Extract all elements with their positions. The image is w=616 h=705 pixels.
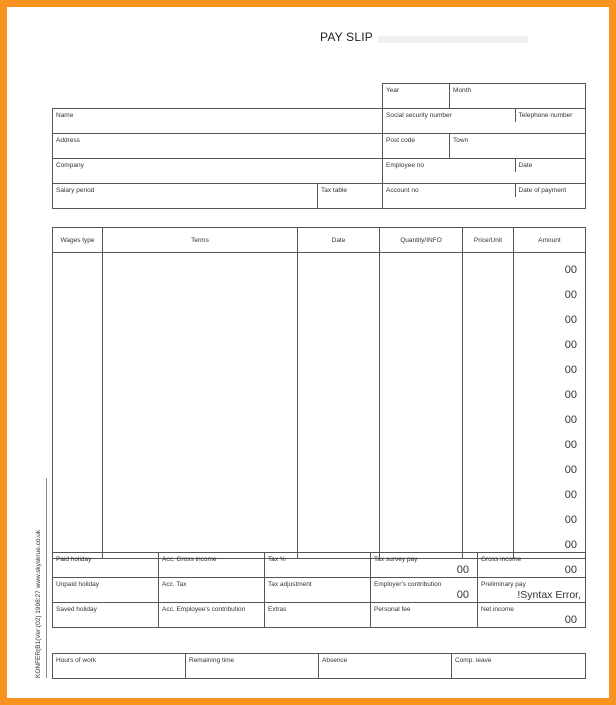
employee-no-field[interactable]: Employee no [383,159,515,172]
side-print-code: KONFER(B1(Ver:(02) 1998:27 www.skyskrue.co.uk [35,529,42,678]
amount-value: 00 [564,264,577,276]
company-field[interactable]: Company [53,159,383,184]
amount-value: 00 [564,489,577,501]
amount-value: 00 [564,514,577,526]
preliminary-pay-label: Preliminary pay [481,581,526,588]
tax-survey-pay-field[interactable] [371,553,478,578]
amount-value: 00 [564,414,577,426]
gross-income-value: 00 [564,564,577,576]
side-divider [46,478,47,678]
employee-info-grid [52,83,586,209]
employers-contribution-value: 00 [456,589,469,601]
gross-income-field[interactable] [478,553,586,578]
quantity-column[interactable] [380,253,463,559]
saved-holiday-field[interactable]: Saved holiday [53,603,159,628]
tax-pct-field[interactable]: Tax % [265,553,371,578]
post-code-field[interactable]: Post code [383,134,450,159]
tax-survey-pay-value: 00 [456,564,469,576]
paid-holiday-field[interactable]: Paid holiday [53,553,159,578]
personal-fee-field[interactable]: Personal fee [371,603,478,628]
social-security-field[interactable]: Social security number [383,109,515,122]
acc-payment-container [383,184,586,209]
name-field[interactable]: Name [53,109,383,134]
comp-leave-field[interactable]: Comp. leave [452,654,586,679]
town-field[interactable]: Town [450,134,586,159]
price-column[interactable] [463,253,514,559]
acc-employees-contribution-field[interactable]: Acc. Employee's contribution [159,603,265,628]
title-underline [378,36,528,43]
amount-header: Amount [514,228,586,253]
amount-value: 00 [564,439,577,451]
amount-value: 00 [564,289,577,301]
date-header: Date [298,228,380,253]
acc-gross-income-field[interactable]: Acc. Gross income [159,553,265,578]
tax-survey-pay-label: Tax survey pay [374,556,418,563]
net-income-label: Net income [481,606,514,613]
gross-income-label: Gross income [481,556,522,563]
employers-contribution-label: Employer's contribution [374,581,442,588]
wages-type-header: Wages type [53,228,103,253]
page-title: PAY SLIP [320,30,373,44]
extras-field[interactable]: Extras [265,603,371,628]
amount-value: 00 [564,464,577,476]
price-header: Price/Unit [463,228,514,253]
tax-adjustment-field[interactable]: Tax adjustment [265,578,371,603]
net-income-field[interactable] [478,603,586,628]
terms-column[interactable] [103,253,298,559]
quantity-header: Quantity/INFO [380,228,463,253]
wages-type-column[interactable] [53,253,103,559]
address-field[interactable]: Address [53,134,383,159]
amount-value: 00 [564,364,577,376]
amount-value: 00 [564,389,577,401]
net-income-value: 00 [564,614,577,626]
terms-header: Terms [103,228,298,253]
telephone-field[interactable]: Telephone number [518,112,573,119]
date-column[interactable] [298,253,380,559]
summary-table [52,552,586,628]
date-field[interactable]: Date [518,162,533,169]
emp-date-container [383,159,586,184]
acc-tax-field[interactable]: Acc. Tax [159,578,265,603]
preliminary-pay-field[interactable] [478,578,586,603]
year-field[interactable]: Year [383,84,450,109]
amount-value: 00 [564,314,577,326]
absence-field[interactable]: Absence [319,654,452,679]
employers-contribution-field[interactable] [371,578,478,603]
amount-value: 00 [564,539,577,551]
time-table [52,653,586,679]
remaining-time-field[interactable]: Remaining time [186,654,319,679]
date-of-payment-field[interactable]: Date of payment [518,187,567,194]
preliminary-pay-value: !Syntax Error, [517,589,581,601]
salary-period-field[interactable]: Salary period [53,184,318,209]
wages-table [52,227,586,559]
amount-value: 00 [564,339,577,351]
amount-column[interactable] [514,253,586,559]
ss-tel-container [383,109,586,134]
month-field[interactable]: Month [450,84,586,109]
hours-of-work-field[interactable]: Hours of work [53,654,186,679]
unpaid-holiday-field[interactable]: Unpaid holiday [53,578,159,603]
tax-table-field[interactable]: Tax table [318,184,383,209]
account-no-field[interactable]: Account no [383,184,515,197]
